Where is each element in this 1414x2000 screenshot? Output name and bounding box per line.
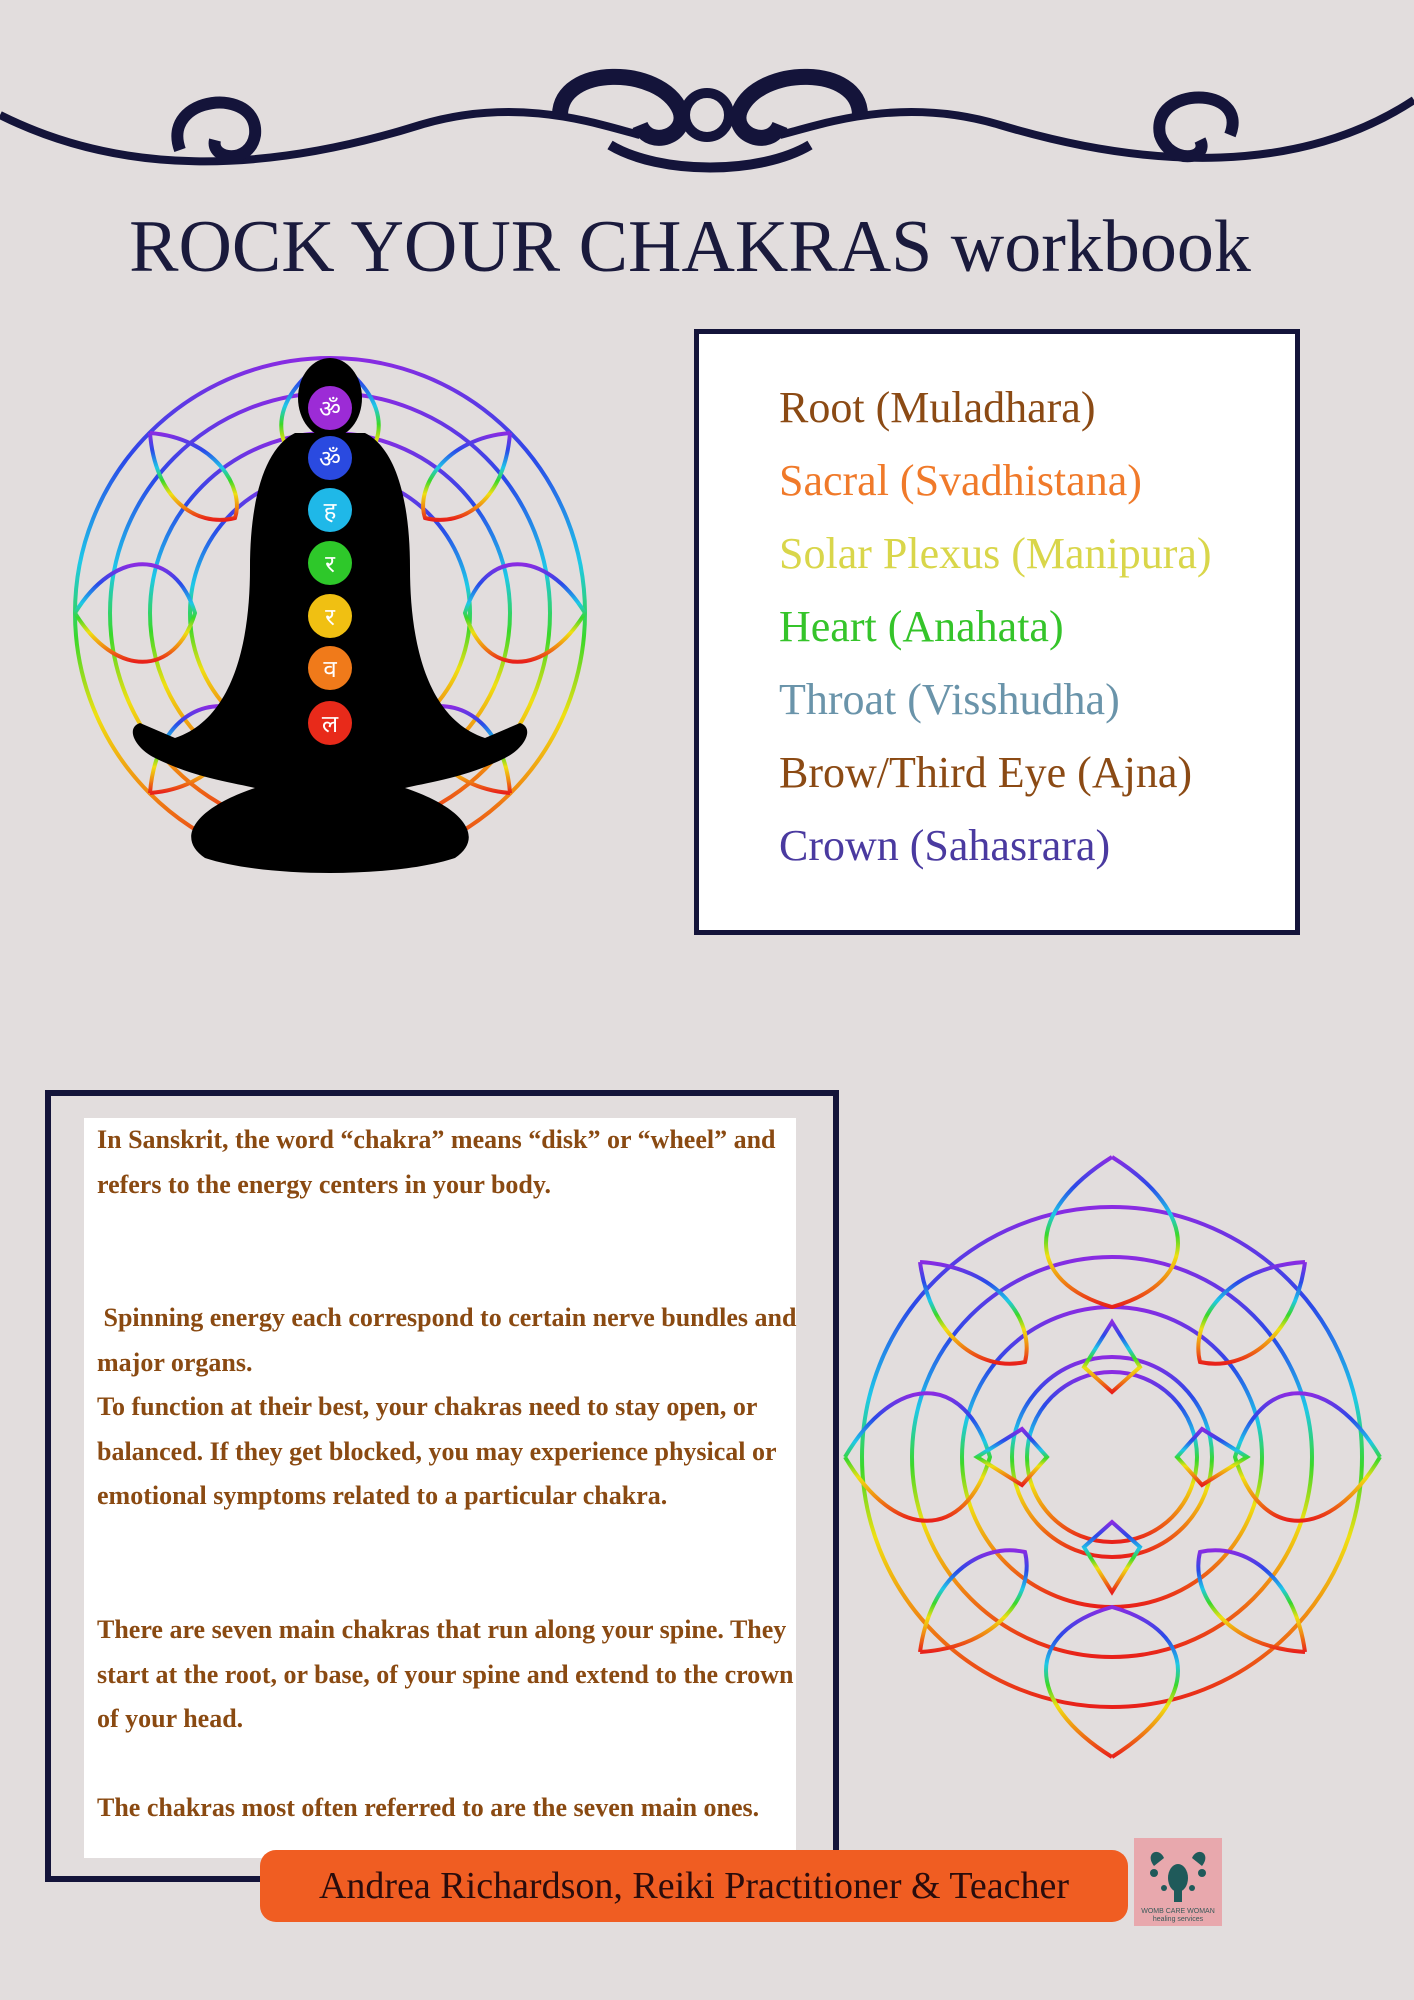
intro-text-box	[45, 1090, 839, 1882]
logo-line-2: healing services	[1152, 1916, 1204, 1923]
chakra-throat: Throat (Visshudha)	[779, 675, 1120, 724]
author-banner: Andrea Richardson, Reiki Practitioner & Teacher	[260, 1850, 1128, 1922]
chakra-symbol: व	[323, 655, 337, 683]
chakra-sacral: Sacral (Svadhistana)	[779, 456, 1142, 505]
chakra-symbol: ह	[323, 497, 337, 525]
intro-paragraph-4: There are seven main chakras that run along your spine. They start at the root, or base, of your spine and extend to the crown of your head.	[97, 1615, 800, 1733]
chakra-brow: Brow/Third Eye (Ajna)	[779, 748, 1192, 797]
decorative-flourish	[0, 55, 1414, 185]
intro-paragraph-5: The chakras most often referred to are the seven main ones.	[97, 1793, 760, 1822]
meditation-figure-mandala	[65, 338, 595, 888]
intro-paragraph-1: In Sanskrit, the word “chakra” means “disk” or “wheel” and refers to the energy centers in your body.	[97, 1125, 783, 1199]
logo-line-1: WOMB CARE WOMAN	[1141, 1908, 1215, 1915]
chakra-list-box	[694, 329, 1300, 935]
chakra-symbol: ल	[321, 710, 339, 738]
rainbow-mandala	[840, 1152, 1385, 1762]
chakra-root: Root (Muladhara)	[779, 383, 1096, 432]
chakra-symbol: ॐ	[319, 395, 341, 423]
womb-care-woman-logo	[1134, 1838, 1222, 1926]
chakra-solar-plexus: Solar Plexus (Manipura)	[779, 529, 1212, 578]
chakra-crown: Crown (Sahasrara)	[779, 821, 1111, 870]
page-title: ROCK YOUR CHAKRAS workbook	[129, 206, 1251, 288]
chakra-symbol: ॐ	[319, 445, 341, 473]
chakra-heart: Heart (Anahata)	[779, 602, 1064, 651]
chakra-symbol: र	[325, 603, 335, 631]
intro-paragraph-2: Spinning energy each correspond to certain nerve bundles and major organs.	[97, 1303, 803, 1377]
chakra-symbol: र	[325, 550, 335, 578]
intro-paragraph-3: To function at their best, your chakras need to stay open, or balanced. If they get blocked, you may experience physical or emotional symptoms related to a particular chakra.	[97, 1392, 783, 1510]
logo-icon	[1134, 1838, 1222, 1908]
